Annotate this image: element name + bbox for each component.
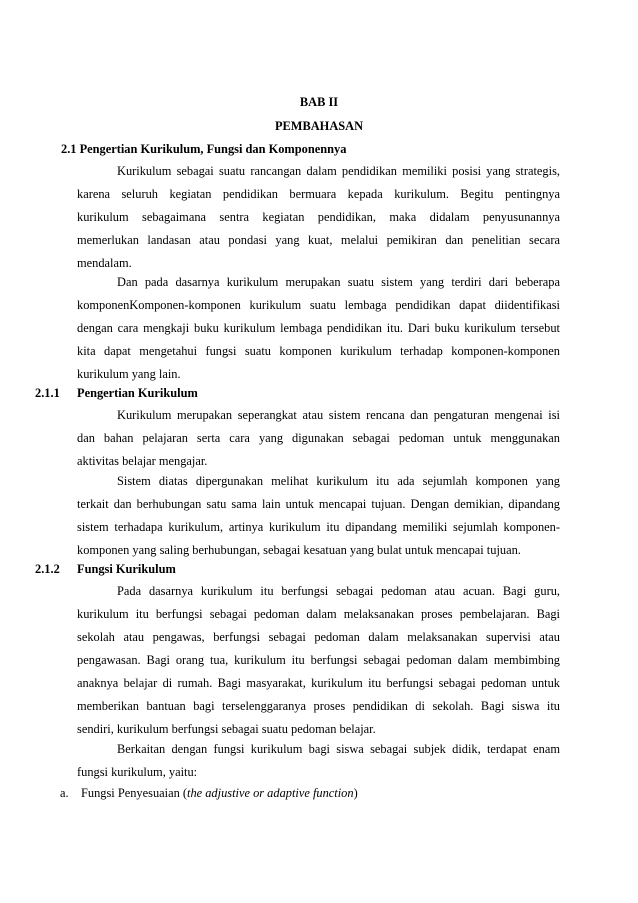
paragraph-line: sekolah atau pengawas, berfungsi sebagai pedoman dalam melaksanakan supervisi atau bbox=[77, 630, 560, 644]
chapter-title: PEMBAHASAN bbox=[274, 119, 364, 133]
paragraph-line: Kurikulum merupakan seperangkat atau sistem rencana dan pengaturan mengenai isi bbox=[117, 408, 560, 422]
paragraph-line: kurikulum yang lain. bbox=[77, 367, 181, 381]
section-number-2-1-1: 2.1.1 bbox=[35, 386, 60, 400]
paragraph-line: kita dapat mengetahui fungsi suatu komponen kurikulum terhadap komponen-komponen bbox=[77, 344, 560, 358]
paragraph-line: Dan pada dasarnya kurikulum merupakan suatu sistem yang terdiri dari beberapa bbox=[117, 275, 560, 289]
paragraph-line: mendalam. bbox=[77, 256, 132, 270]
paragraph-line: Sistem diatas dipergunakan melihat kurikulum itu ada sejumlah komponen yang bbox=[117, 474, 560, 488]
list-item-italic: the adjustive or adaptive function bbox=[187, 786, 354, 800]
paragraph-line: terkait dan berhubungan satu sama lain untuk mencapai tujuan. Dengan demikian, dipandang bbox=[77, 497, 560, 511]
paragraph-line: pengawasan. Bagi orang tua, kurikulum itu berfungsi sebagai pedoman dalam membimbing bbox=[77, 653, 560, 667]
section-heading-2-1: 2.1 Pengertian Kurikulum, Fungsi dan Komponennya bbox=[61, 142, 347, 156]
paragraph-line: Kurikulum sebagai suatu rancangan dalam pendidikan memiliki posisi yang strategis, bbox=[117, 164, 560, 178]
paragraph-line: anaknya belajar di rumah. Bagi masyarakat, kurikulum itu berfungsi sebagai pedoman untuk bbox=[77, 676, 560, 690]
paragraph-line: dengan cara mengkaji buku kurikulum lembaga pendidikan itu. Dari buku kurikulum tersebut bbox=[77, 321, 560, 335]
paragraph-line: kurikulum itu berfungsi sebagai pedoman dalam melaksanakan proses pembelajaran. Bagi bbox=[77, 607, 560, 621]
chapter-heading: BAB II bbox=[299, 95, 339, 109]
paragraph-line: memerlukan landasan atau pondasi yang kuat, melalui pemikiran dan penelitian secara bbox=[77, 233, 560, 247]
paragraph-line: komponenKomponen-komponen kurikulum suatu lembaga pendidikan dapat diidentifikasi bbox=[77, 298, 560, 312]
section-title-2-1-2: Fungsi Kurikulum bbox=[77, 562, 176, 576]
paragraph-line: fungsi kurikulum, yaitu: bbox=[77, 765, 198, 779]
paragraph-line: komponen yang saling berhubungan, sebagai kesatuan yang bulat untuk mencapai tujuan. bbox=[77, 543, 521, 557]
paragraph-line: memberikan bantuan bagi terselenggaranya proses pendidikan di sekolah. Bagi siswa itu bbox=[77, 699, 560, 713]
list-item-close: ) bbox=[353, 786, 358, 800]
paragraph-line: aktivitas belajar mengajar. bbox=[77, 454, 208, 468]
paragraph-line: sendiri, kurikulum berfungsi sebagai suatu pedoman belajar. bbox=[77, 722, 376, 736]
section-number-2-1-2: 2.1.2 bbox=[35, 562, 60, 576]
paragraph-line: dan bahan pelajaran serta cara yang digunakan sebagai pedoman untuk menggunakan bbox=[77, 431, 560, 445]
section-title-2-1-1: Pengertian Kurikulum bbox=[77, 386, 198, 400]
list-item-text: Fungsi Penyesuaian ( bbox=[81, 786, 187, 800]
paragraph-line: kurikulum sebagaimana sentra kegiatan pendidikan, maka didalam penyusunannya bbox=[77, 210, 560, 224]
list-marker-a: a. bbox=[60, 786, 69, 800]
paragraph-line: Pada dasarnya kurikulum itu berfungsi sebagai pedoman atau acuan. Bagi guru, bbox=[117, 584, 560, 598]
list-item-a bbox=[81, 786, 358, 800]
paragraph-line: Berkaitan dengan fungsi kurikulum bagi siswa sebagai subjek didik, terdapat enam bbox=[117, 742, 560, 756]
paragraph-line: sistem terhadapa kurikulum, artinya kurikulum itu dipandang memiliki sejumlah komponen- bbox=[77, 520, 560, 534]
paragraph-line: karena seluruh kegiatan pendidikan bermuara kepada kurikulum. Begitu pentingnya bbox=[77, 187, 560, 201]
